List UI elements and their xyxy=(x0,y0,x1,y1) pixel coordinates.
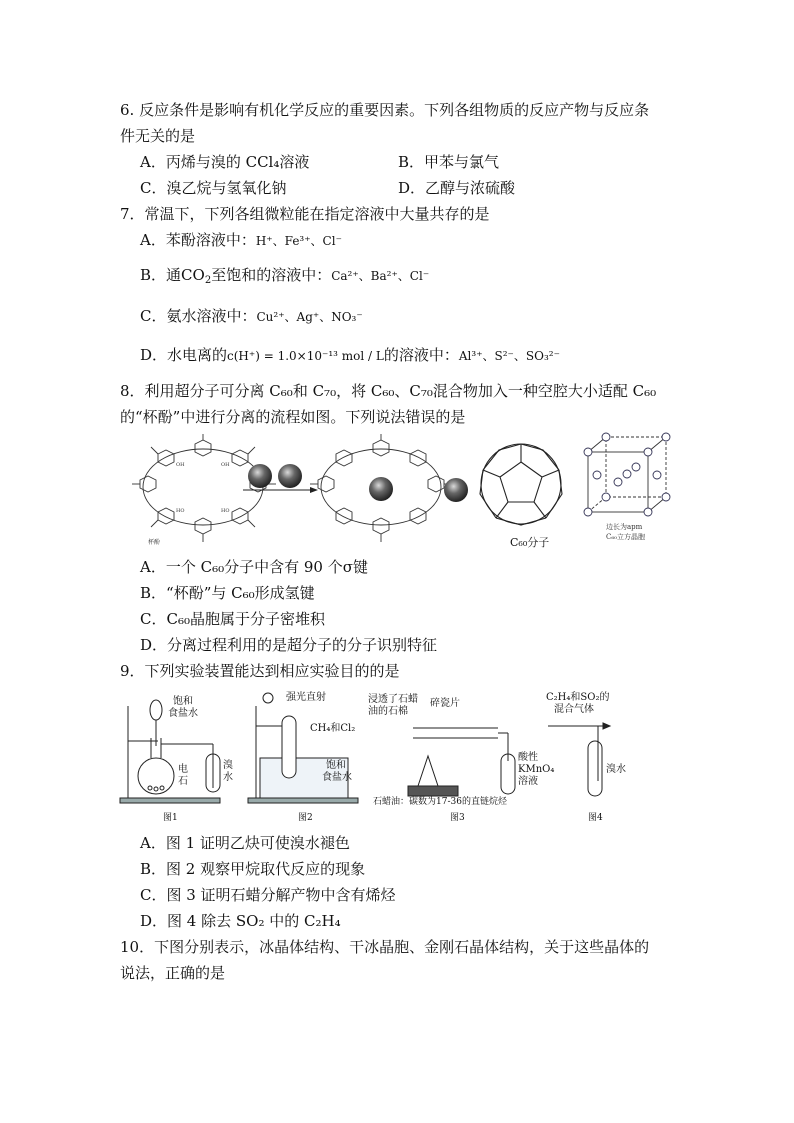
q7-a-prefix: A．苯酚溶液中： xyxy=(140,231,256,249)
q8-option-c: C．C₆₀晶胞属于分子密堆积 xyxy=(140,610,325,628)
cell-caption-edge: 边长为apm xyxy=(606,523,643,531)
fig1-label-5: 溴 xyxy=(223,760,233,771)
q6-stem-line1: 6. 反应条件是影响有机化学反应的重要因素。下列各组物质的反应产物与反应条 xyxy=(120,101,650,119)
fig4-caption: 图4 xyxy=(588,813,603,823)
svg-text:HO: HO xyxy=(221,508,230,514)
q7-option-c xyxy=(140,306,363,327)
fig2-label-1: 强光直射 xyxy=(286,692,326,703)
q7-option-a xyxy=(140,230,342,251)
fig4-label-2: 混合气体 xyxy=(554,704,594,715)
fig1-label-2: 食盐水 xyxy=(168,708,198,719)
q6-option-d: D．乙醇与浓硫酸 xyxy=(398,179,516,197)
calixarene-label: 杯酚 xyxy=(148,539,161,546)
svg-text:OH: OH xyxy=(221,462,230,468)
fig4-label-3: 溴水 xyxy=(606,764,626,775)
q7-d-ions: Al³⁺、S²⁻、SO₃²⁻ xyxy=(458,349,560,363)
cell-caption-name: C₆₀立方晶胞 xyxy=(606,533,645,541)
q7-c-ions: Cu²⁺、Ag⁺、NO₃⁻ xyxy=(256,310,363,324)
q9-option-a: A．图 1 证明乙炔可使溴水褪色 xyxy=(140,834,350,852)
fig1-caption: 图1 xyxy=(163,813,178,823)
fig2-label-2: CH₄和Cl₂ xyxy=(310,723,356,734)
q7-b-ions: Ca²⁺、Ba²⁺、Cl⁻ xyxy=(331,269,430,283)
fig1-label-6: 水 xyxy=(223,772,233,783)
fig1-label-4: 石 xyxy=(178,776,188,787)
q6-option-a: A．丙烯与溴的 CCl₄溶液 xyxy=(140,153,310,171)
fig2-label-3: 饱和 xyxy=(326,760,346,771)
fig4-label-1: C₂H₄和SO₂的 xyxy=(546,692,610,703)
q8-figure xyxy=(118,432,688,552)
fig3-label-2: 油的石棉 xyxy=(368,706,408,717)
calixarene-structure-1 xyxy=(132,434,276,542)
q9-figure xyxy=(118,686,658,828)
q10-stem-line1: 10．下图分别表示，冰晶体结构、干冰晶胞、金刚石晶体结构，关于这些晶体的 xyxy=(120,938,650,956)
q9-stem: 9．下列实验装置能达到相应实验目的的是 xyxy=(120,662,400,680)
fig2-caption: 图2 xyxy=(298,813,313,823)
fig3-note: 石蜡油：碳数为17-36的直链烷烃 xyxy=(373,797,507,807)
c60-cubic-cell xyxy=(584,433,670,516)
q7-option-b xyxy=(140,265,429,286)
c60-in-cavity xyxy=(369,477,393,501)
q7-option-d xyxy=(140,345,560,366)
q10-stem-line2: 说法，正确的是 xyxy=(120,964,226,982)
q7-b-mid: 至饱和的溶液中： xyxy=(211,266,332,284)
q6-option-b: B．甲苯与氯气 xyxy=(398,153,500,171)
fig2-label-4: 食盐水 xyxy=(322,772,352,783)
fig2-apparatus xyxy=(248,693,358,803)
svg-text:OH: OH xyxy=(176,462,185,468)
fig3-caption: 图3 xyxy=(450,813,465,823)
fig3-label-6: 溶液 xyxy=(518,776,538,787)
q7-d-expr: c(H⁺) = 1.0×10⁻¹³ mol / L xyxy=(227,349,384,363)
q7-d-mid: 的溶液中： xyxy=(383,346,459,364)
q6-option-c: C．溴乙烷与氢氧化钠 xyxy=(140,179,287,197)
c60-molecule-caption: C₆₀分子 xyxy=(510,536,550,549)
q8-option-d: D．分离过程利用的是超分子的分子识别特征 xyxy=(140,636,438,654)
fig1-label-1: 饱和 xyxy=(173,696,193,707)
fig3-label-3: 碎瓷片 xyxy=(430,698,460,709)
q8-stem-line1: 8．利用超分子可分离 C₆₀和 C₇₀，将 C₆₀、C₇₀混合物加入一种空腔大小适配 C₆₀ xyxy=(120,382,657,400)
process-arrow xyxy=(243,487,318,493)
q8-stem-line2: 的“杯酚”中进行分离的流程如图。下列说法错误的是 xyxy=(120,408,466,426)
q7-d-prefix: D．水电离的 xyxy=(140,346,228,364)
q9-option-b: B．图 2 观察甲烷取代反应的现象 xyxy=(140,860,366,878)
q7-c-prefix: C．氨水溶液中： xyxy=(140,307,257,325)
fig3-label-1: 浸透了石蜡 xyxy=(368,694,418,705)
c60-molecule-model xyxy=(480,444,562,525)
svg-text:HO: HO xyxy=(176,508,185,514)
q9-option-c: C．图 3 证明石蜡分解产物中含有烯烃 xyxy=(140,886,396,904)
fig3-apparatus xyxy=(408,728,515,796)
q7-b-prefix: B．通 xyxy=(140,266,182,284)
fig1-label-3: 电 xyxy=(178,764,188,775)
q7-b-co2: $CO_2$ xyxy=(181,266,212,286)
fig3-label-5: KMnO₄ xyxy=(518,764,555,775)
q9-option-d: D．图 4 除去 SO₂ 中的 C₂H₄ xyxy=(140,912,341,930)
fig3-label-4: 酸性 xyxy=(518,752,538,763)
q7-a-ions: H⁺、Fe³⁺、Cl⁻ xyxy=(255,234,342,248)
c70-separated xyxy=(444,478,468,502)
q7-stem: 7．常温下，下列各组微粒能在指定溶液中大量共存的是 xyxy=(120,205,490,223)
q8-option-b: B．“杯酚”与 C₆₀形成氢键 xyxy=(140,584,315,602)
fig4-apparatus xyxy=(548,723,610,796)
q8-option-a: A．一个 C₆₀分子中含有 90 个σ键 xyxy=(140,558,368,576)
q6-stem-line2: 件无关的是 xyxy=(120,127,196,145)
